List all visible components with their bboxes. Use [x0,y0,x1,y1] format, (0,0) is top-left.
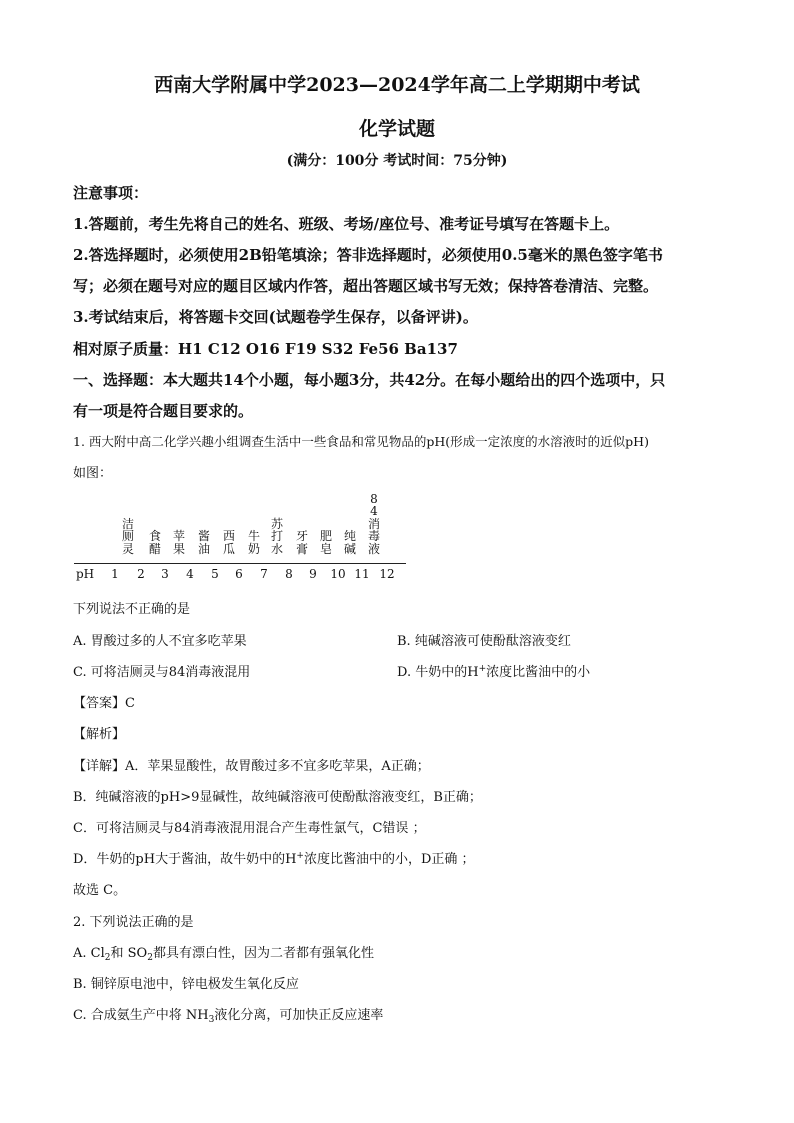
ph-item-label: 食醋 [148,529,161,556]
ph-tick-label: 7 [260,567,268,581]
q1-option-d: D. 牛奶中的H+浓度比酱油中的小 [397,664,591,680]
exam-info: (满分：100分 考试时间：75分钟) [286,153,508,169]
ph-item-label: 酱油 [197,529,210,556]
q1-prompt: 下列说法不正确的是 [73,602,191,617]
q1-stem-cont: 如图： [73,466,113,481]
ph-item-label: 纯碱 [343,529,356,556]
q1-analysis-tag: 【解析】 [73,727,126,742]
notice-heading: 注意事项： [73,184,149,202]
ph-tick-label: 10 [330,567,346,581]
section-heading-cont: 有一项是符合题目要求的。 [73,402,254,420]
q2-option-a: A. $Cl_2$和 $SO_2$都具有漂白性，因为二者都有强氧化性 [73,946,374,963]
q1-answer: 【答案】C [73,696,135,711]
section-heading: 一、选择题：本大题共14个小题，每小题3分，共42分。在每小题给出的四个选项中，只 [73,371,666,389]
page-title: 西南大学附属中学2023—2024学年高二上学期期中考试 [154,74,640,96]
notice-item-3: 3.考试结束后，将答题卡交回(试题卷学生保存，以备评讲)。 [73,308,478,326]
ph-item-label: 苏打水 [270,516,283,556]
ph-axis-label: pH [76,567,95,581]
q1-detail-d: D．牛奶的pH大于酱油，故牛奶中的H+浓度比酱油中的小，D正确 ； [73,851,475,867]
ph-tick-label: 8 [285,567,293,581]
ph-item-label: 苹果 [172,529,185,556]
q2-stem: 2. 下列说法正确的是 [73,915,194,930]
ph-item-label: 肥皂 [319,529,332,556]
q1-option-b: B. 纯碱溶液可使酚酞溶液变红 [397,634,571,649]
ph-tick-label: 1 [111,567,119,581]
page-subtitle: 化学试题 [358,118,435,140]
q1-option-a: A. 胃酸过多的人不宜多吃苹果 [73,634,247,649]
atomic-mass: 相对原子质量：H1 C12 O16 F19 S32 Fe56 Ba137 [73,340,458,358]
ph-tick-label: 12 [379,567,395,581]
notice-item-2-cont: 写；必须在题号对应的题目区域内作答，超出答题区域书写无效；保持答卷清洁、完整。 [73,277,659,295]
ph-tick-label: 9 [309,567,317,581]
ph-item-label: 洁厕灵 [121,516,134,556]
ph-tick-label: 4 [186,567,194,581]
q1-detail-b: B．纯碱溶液的pH>9显碱性，故纯碱溶液可使酚酞溶液变红，B正确； [73,790,482,805]
ph-item-label: 西瓜 [222,529,235,556]
ph-item-label: 牛奶 [247,529,260,556]
ph-tick-label: 11 [354,567,370,581]
q1-detail-c: C．可将洁厕灵与84消毒液混用混合产生毒性氯气，C错误 ； [73,821,426,836]
q1-detail-a: 【详解】A．苹果显酸性，故胃酸过多不宜多吃苹果，A正确； [73,759,430,774]
q1-option-c: C. 可将洁厕灵与84消毒液混用 [73,665,251,680]
ph-tick-label: 6 [235,567,243,581]
q1-stem: 1. 西大附中高二化学兴趣小组调查生活中一些食品和常见物品的pH(形成一定浓度的水溶液时的近似pH) [73,434,649,449]
q2-option-c: C. 合成氨生产中将 $NH_3$液化分离，可加快正反应速率 [73,1008,384,1025]
q1-conclusion: 故选 C。 [73,883,127,898]
notice-item-1: 1.答题前，考生先将自己的姓名、班级、考场/座位号、准考证号填写在答题卡上。 [73,215,620,233]
ph-axis-line [74,563,406,564]
ph-tick-label: 5 [211,567,219,581]
ph-tick-label: 2 [137,567,145,581]
q2-option-b: B. 铜锌原电池中，锌电极发生氧化反应 [73,977,299,992]
notice-item-2: 2.答选择题时，必须使用2B铅笔填涂；答非选择题时，必须使用0.5毫米的黑色签字笔书 [73,246,663,264]
ph-item-label: 84消毒液 [367,491,380,556]
ph-tick-label: 3 [161,567,169,581]
ph-item-label: 牙膏 [295,529,308,556]
